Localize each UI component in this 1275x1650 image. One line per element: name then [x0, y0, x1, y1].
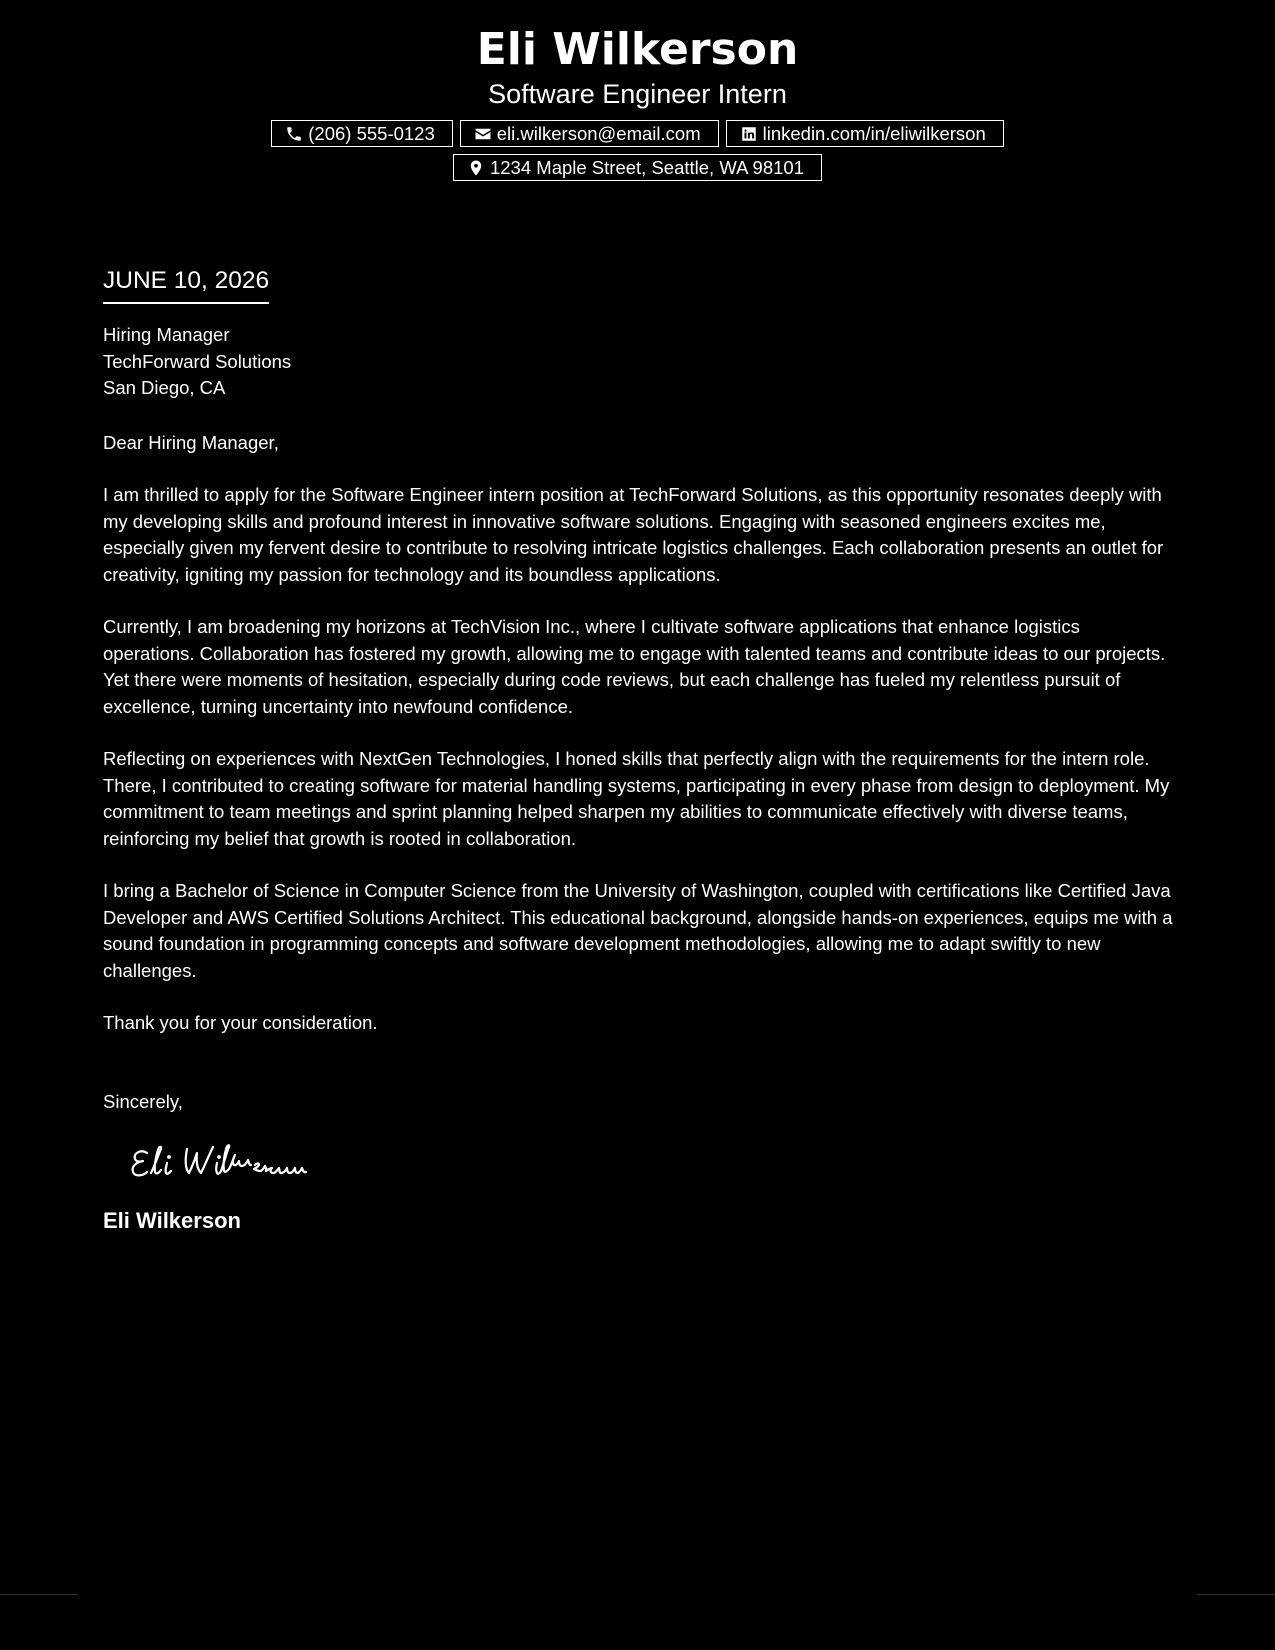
- linkedin-text: linkedin.com/in/eliwilkerson: [762, 123, 986, 144]
- handwritten-signature: [125, 1139, 1173, 1187]
- phone-chip[interactable]: [271, 120, 453, 147]
- envelope-icon: [474, 125, 492, 143]
- signature-image: [125, 1139, 365, 1187]
- letter-date: JUNE 10, 2026: [103, 267, 270, 294]
- letter-header: [0, 22, 1275, 188]
- body-paragraph: I bring a Bachelor of Science in Computer Science from the University of Washington, coupled with certifications like Certified Java Developer and AWS Certified Solutions Architect. This educational background, alongside hands-on experiences, equips me with a sound foundation in programming concepts and software development methodologies, allowing me to adapt swiftly to new challenges.: [103, 880, 1173, 981]
- email-text: eli.wilkerson@email.com: [496, 123, 701, 144]
- date-block: [103, 266, 269, 304]
- linkedin-chip[interactable]: [726, 120, 1004, 147]
- salutation: Dear Hiring Manager,: [103, 431, 279, 453]
- signed-name: Eli Wilkerson: [103, 1208, 241, 1233]
- phone-icon: [285, 125, 303, 143]
- recipient-line: San Diego, CA: [103, 377, 226, 398]
- body-paragraph: I am thrilled to apply for the Software Engineer intern position at TechForward Solutions, as this opportunity resonates deeply with my developing skills and profound interest in innovative software solutions. Engaging with seasoned engineers excites me, especially given my fervent desire to contribute to resolving intricate logistics challenges. Each collaboration presents an outlet for creativity, igniting my passion for technology and its boundless applications.: [103, 484, 1164, 585]
- contact-row-primary: [0, 120, 1275, 147]
- footer-divider-right: [1197, 1594, 1275, 1595]
- body-paragraph: Currently, I am broadening my horizons at TechVision Inc., where I cultivate software applications that enhance logistics operations. Collaboration has fostered my growth, allowing me to engage with talented teams and contribute ideas to our projects. Yet there were moments of hesitation, especially during code reviews, but each challenge has fueled my relentless pursuit of excellence, turning uncertainty into newfound confidence.: [103, 616, 1166, 717]
- letter-body: [103, 266, 1173, 1235]
- applicant-title: Software Engineer Intern: [488, 79, 787, 109]
- recipient-block: [103, 322, 1173, 402]
- applicant-name: Eli Wilkerson: [476, 24, 799, 75]
- closing-line: Thank you for your consideration.: [103, 1012, 378, 1033]
- recipient-line: Hiring Manager: [103, 324, 230, 345]
- email-chip[interactable]: [460, 120, 719, 147]
- body-paragraph: Reflecting on experiences with NextGen Technologies, I honed skills that perfectly align with the requirements for the intern role. There, I contributed to creating software for material handling systems, participating in every phase from design to deployment. My commitment to team meetings and sprint planning helped sharpen my abilities to communicate effectively with diverse teams, reinforcing my belief that growth is rooted in collaboration.: [103, 748, 1170, 849]
- phone-text: (206) 555-0123: [308, 123, 435, 144]
- address-chip: [453, 154, 822, 181]
- contact-row-secondary: [0, 154, 1275, 181]
- map-pin-icon: [467, 159, 485, 177]
- address-text: 1234 Maple Street, Seattle, WA 98101: [489, 157, 804, 178]
- recipient-line: TechForward Solutions: [103, 350, 292, 372]
- footer-divider-left: [0, 1594, 78, 1595]
- linkedin-icon: [740, 125, 758, 143]
- signoff: Sincerely,: [103, 1090, 183, 1112]
